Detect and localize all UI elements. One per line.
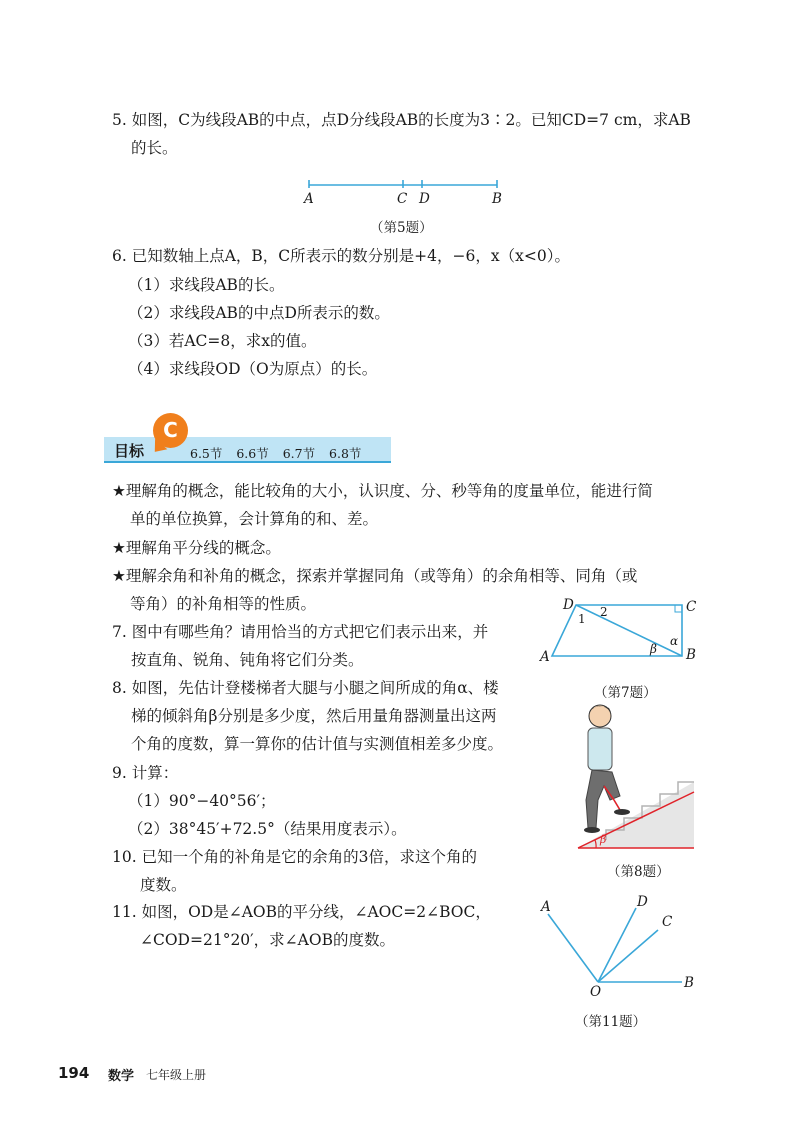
q7-line2: 按直角、锐角、钝角将它们分类。	[131, 651, 364, 669]
q7-label-d: D	[563, 597, 574, 613]
objective-3-line1: ★理解余角和补角的概念，探索并掌握同角（或等角）的余角相等、同角（或	[112, 567, 638, 585]
climber-shoe	[584, 827, 600, 833]
angle-1-label: 1	[578, 612, 586, 626]
climber-legs	[586, 770, 620, 828]
q6-part4: （4）求线段OD（O为原点）的长。	[128, 360, 378, 378]
label-c: C	[397, 191, 408, 207]
q11-line1: 11. 如图，OD是∠AOB的平分线，∠AOC=2∠BOC，	[112, 903, 491, 921]
footer-grade: 七年级上册	[146, 1068, 207, 1082]
angle-2-label: 2	[600, 605, 608, 619]
q8-stair-figure	[576, 700, 696, 850]
q7-label-a: A	[540, 649, 550, 665]
q11-label-a: A	[541, 899, 551, 915]
goal-badge: C	[153, 413, 188, 448]
climber-torso	[588, 728, 612, 770]
angle-beta-label: β	[650, 642, 657, 656]
objective-1-line2: 单的单位换算，会计算角的和、差。	[130, 510, 379, 528]
q7-line1: 7. 图中有哪些角？请用恰当的方式把它们表示出来，并	[112, 623, 489, 641]
q7-label-b: B	[686, 647, 696, 663]
q6-part3: （3）若AC=8，求x的值。	[128, 332, 317, 350]
q11-line2: ∠COD=21°20′，求∠AOB的度数。	[140, 931, 395, 949]
q8-caption: （第8题）	[607, 864, 670, 880]
q8-line1: 8. 如图，先估计登楼梯者大腿与小腿之间所成的角α、楼	[112, 679, 499, 697]
q10-line1: 10. 已知一个角的补角是它的余角的3倍，求这个角的	[112, 848, 477, 866]
q11-label-c: C	[662, 914, 673, 930]
q11-label-d: D	[637, 894, 648, 910]
page-number: 194	[58, 1064, 90, 1082]
climber-shoe-front	[614, 809, 630, 815]
q9-stem: 9. 计算：	[112, 764, 179, 782]
q11-label-o: O	[590, 984, 602, 1000]
q5-caption: （第5题）	[370, 220, 433, 236]
label-d: D	[419, 191, 430, 207]
ray-od	[598, 908, 636, 982]
q6-stem: 6. 已知数轴上点A，B，C所表示的数分别是+4，−6，x（x<0）。	[112, 247, 570, 265]
label-b: B	[492, 191, 502, 207]
objective-2: ★理解角平分线的概念。	[112, 539, 281, 557]
q7-caption: （第7题）	[594, 685, 657, 701]
q8-line3: 个角的度数，算一算你的估计值与实测值相差多少度。	[131, 735, 504, 753]
q11-caption: （第11题）	[575, 1014, 647, 1030]
q8-line2: 梯的倾斜角β分别是多少度，然后用量角器测量出这两	[131, 707, 497, 725]
ray-oa	[548, 914, 598, 982]
goal-sections: 6.5节 6.6节 6.7节 6.8节	[190, 446, 362, 461]
q6-part2: （2）求线段AB的中点D所表示的数。	[128, 304, 390, 322]
stair-beta-label: β	[600, 833, 607, 846]
objective-3-line2: 等角）的补角相等的性质。	[130, 595, 317, 613]
footer-subject: 数学	[108, 1069, 135, 1084]
label-a: A	[304, 191, 314, 207]
goal-title: 目标	[114, 442, 145, 460]
q5-line1: 5. 如图，C为线段AB的中点，点D分线段AB的长度为3∶2。已知CD=7 cm，求AB	[112, 111, 691, 129]
objective-1-line1: ★理解角的概念，能比较角的大小，认识度、分、秒等角的度量单位，能进行简	[112, 482, 653, 500]
q11-label-b: B	[684, 975, 694, 991]
angle-alpha-label: α	[670, 634, 679, 648]
q9-part2: （2）38°45′+72.5°（结果用度表示）。	[128, 820, 407, 838]
shin-line	[614, 800, 620, 810]
q7-label-c: C	[686, 599, 697, 615]
diagonal-db	[576, 605, 682, 656]
right-angle-c	[675, 605, 682, 612]
q10-line2: 度数。	[140, 876, 187, 894]
q9-part1: （1）90°−40°56′；	[128, 792, 276, 810]
q6-part1: （1）求线段AB的长。	[128, 276, 285, 294]
q5-line2: 的长。	[131, 139, 178, 157]
ray-oc	[598, 930, 658, 982]
